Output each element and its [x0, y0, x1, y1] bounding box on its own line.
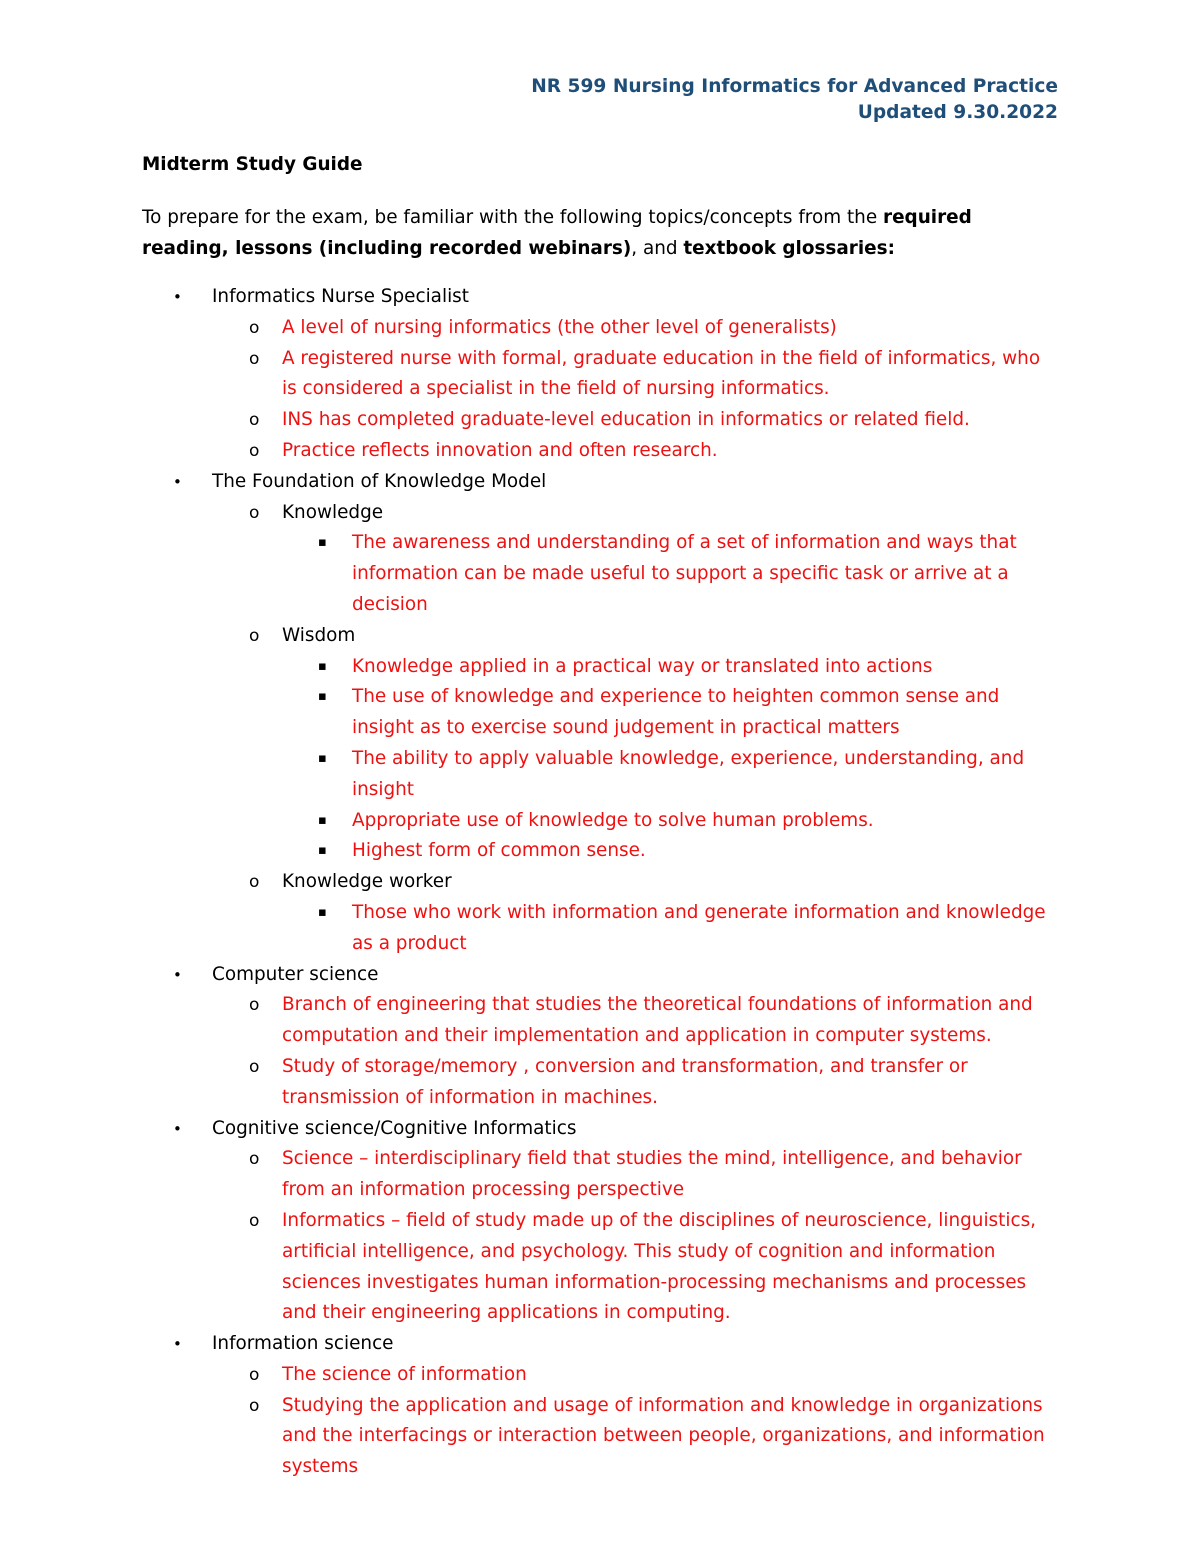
- circle-marker: o: [249, 1364, 260, 1385]
- definition-text: The awareness and understanding of a set of information and ways that information can be made useful to support a specific task or arrive at a decision: [352, 532, 1017, 615]
- subtopic-text: Wisdom: [282, 624, 356, 646]
- subtopic-item: [212, 1144, 1057, 1206]
- subtopic-text: A registered nurse with formal, graduate education in the field of informatics, who is considered a specialist in the field of nursing informatics.: [282, 347, 1041, 400]
- definition-item: [282, 652, 1057, 683]
- definition-text: The use of knowledge and experience to heighten common sense and insight as to exercise sound judgement in practical matters: [352, 686, 1000, 739]
- subtopic-text: Study of storage/memory , conversion and transformation, and transfer or transmission of information in machines.: [282, 1055, 968, 1108]
- subtopic-text: Studying the application and usage of information and knowledge in organizations and the interfacings or interaction between people, organizations, and information systems: [282, 1394, 1045, 1478]
- subtopic-item: [212, 867, 1057, 959]
- intro-bold-text: required reading, lessons (including recorded webinars): [142, 207, 972, 259]
- definition-text: Appropriate use of knowledge to solve human problems.: [352, 809, 874, 831]
- subtopic-text: Practice reflects innovation and often research.: [282, 439, 718, 461]
- definition-item: [282, 528, 1057, 620]
- circle-marker: o: [249, 440, 260, 461]
- page-title: Midterm Study Guide: [142, 154, 363, 175]
- subtopic-list: [212, 1144, 1057, 1329]
- definition-list: [282, 528, 1057, 620]
- definition-text: The ability to apply valuable knowledge, experience, understanding, and insight: [352, 747, 1025, 800]
- square-marker: ▪: [318, 689, 327, 705]
- subtopic-item: [212, 498, 1057, 621]
- square-marker: ▪: [318, 812, 327, 828]
- bullet-marker: •: [173, 1335, 182, 1354]
- subtopic-item: [212, 990, 1057, 1052]
- subtopic-text: Informatics – field of study made up of the disciplines of neuroscience, linguistics, artificial intelligence, and psychology. This study of cognition and information sciences investigates human information-processing mechanisms and processes and their engineering applications in computing.: [282, 1209, 1036, 1324]
- course-title: NR 599 Nursing Informatics for Advanced Practice: [531, 76, 1058, 97]
- circle-marker: o: [249, 1395, 260, 1416]
- bullet-marker: •: [173, 1119, 182, 1138]
- subtopic-text: INS has completed graduate-level education in informatics or related field.: [282, 409, 970, 431]
- circle-marker: o: [249, 410, 260, 431]
- circle-marker: o: [249, 1056, 260, 1077]
- topic-item: [142, 1114, 1057, 1330]
- subtopic-list: [212, 313, 1057, 467]
- bullet-marker: •: [173, 472, 182, 491]
- circle-marker: o: [249, 625, 260, 646]
- circle-marker: o: [249, 872, 260, 893]
- square-marker: ▪: [318, 658, 327, 674]
- definition-item: [282, 744, 1057, 806]
- definition-text: Knowledge applied in a practical way or translated into actions: [352, 655, 933, 677]
- topic-item: [142, 960, 1057, 1114]
- definition-item: [282, 682, 1057, 744]
- subtopic-text: The science of information: [282, 1363, 527, 1385]
- subtopic-list: [212, 990, 1057, 1113]
- definition-item: [282, 898, 1057, 960]
- definition-list: [282, 652, 1057, 868]
- circle-marker: o: [249, 348, 260, 369]
- subtopic-item: [212, 313, 1057, 344]
- topic-item: [142, 282, 1057, 467]
- subtopic-item: [212, 405, 1057, 436]
- topic-item: [142, 467, 1057, 960]
- definition-text: Those who work with information and generate information and knowledge as a product: [352, 901, 1046, 954]
- square-marker: ▪: [318, 750, 327, 766]
- topic-label: The Foundation of Knowledge Model: [212, 470, 547, 492]
- circle-marker: o: [249, 1210, 260, 1231]
- topic-item: [142, 1329, 1057, 1483]
- subtopic-text: A level of nursing informatics (the other level of generalists): [282, 316, 837, 338]
- definition-list: [282, 898, 1057, 960]
- definition-text: Highest form of common sense.: [352, 840, 646, 862]
- subtopic-text: Knowledge worker: [282, 871, 452, 893]
- document-header: [531, 74, 1058, 126]
- definition-item: [282, 806, 1057, 837]
- subtopic-item: [212, 1052, 1057, 1114]
- topic-label: Cognitive science/Cognitive Informatics: [212, 1117, 577, 1139]
- topic-label: Computer science: [212, 963, 379, 985]
- subtopic-item: [212, 1391, 1057, 1483]
- circle-marker: o: [249, 995, 260, 1016]
- intro-text: , and: [631, 238, 684, 259]
- subtopic-item: [212, 344, 1057, 406]
- square-marker: ▪: [318, 535, 327, 551]
- topic-label: Informatics Nurse Specialist: [212, 286, 469, 307]
- intro-paragraph: [142, 202, 1057, 264]
- subtopic-list: [212, 498, 1057, 960]
- subtopic-item: [212, 1206, 1057, 1329]
- intro-text: To prepare for the exam, be familiar with the following topics/concepts from the: [142, 207, 883, 228]
- intro-bold-text: textbook glossaries:: [683, 238, 895, 259]
- subtopic-text: Branch of engineering that studies the theoretical foundations of information and computation and their implementation and application in computer systems.: [282, 994, 1033, 1047]
- circle-marker: o: [249, 1149, 260, 1170]
- circle-marker: o: [249, 317, 260, 338]
- subtopic-list: [212, 1360, 1057, 1483]
- subtopic-item: [212, 436, 1057, 467]
- bullet-marker: •: [173, 288, 182, 306]
- definition-item: [282, 836, 1057, 867]
- subtopic-text: Science – interdisciplinary field that studies the mind, intelligence, and behavior from an information processing perspective: [282, 1148, 1022, 1201]
- bullet-marker: •: [173, 965, 182, 984]
- square-marker: ▪: [318, 904, 327, 920]
- circle-marker: o: [249, 502, 260, 523]
- updated-date: Updated 9.30.2022: [857, 102, 1058, 123]
- subtopic-item: [212, 621, 1057, 867]
- topic-label: Information science: [212, 1333, 394, 1355]
- subtopic-item: [212, 1360, 1057, 1391]
- topic-outline: [142, 282, 1057, 1483]
- subtopic-text: Knowledge: [282, 501, 384, 523]
- square-marker: ▪: [318, 843, 327, 859]
